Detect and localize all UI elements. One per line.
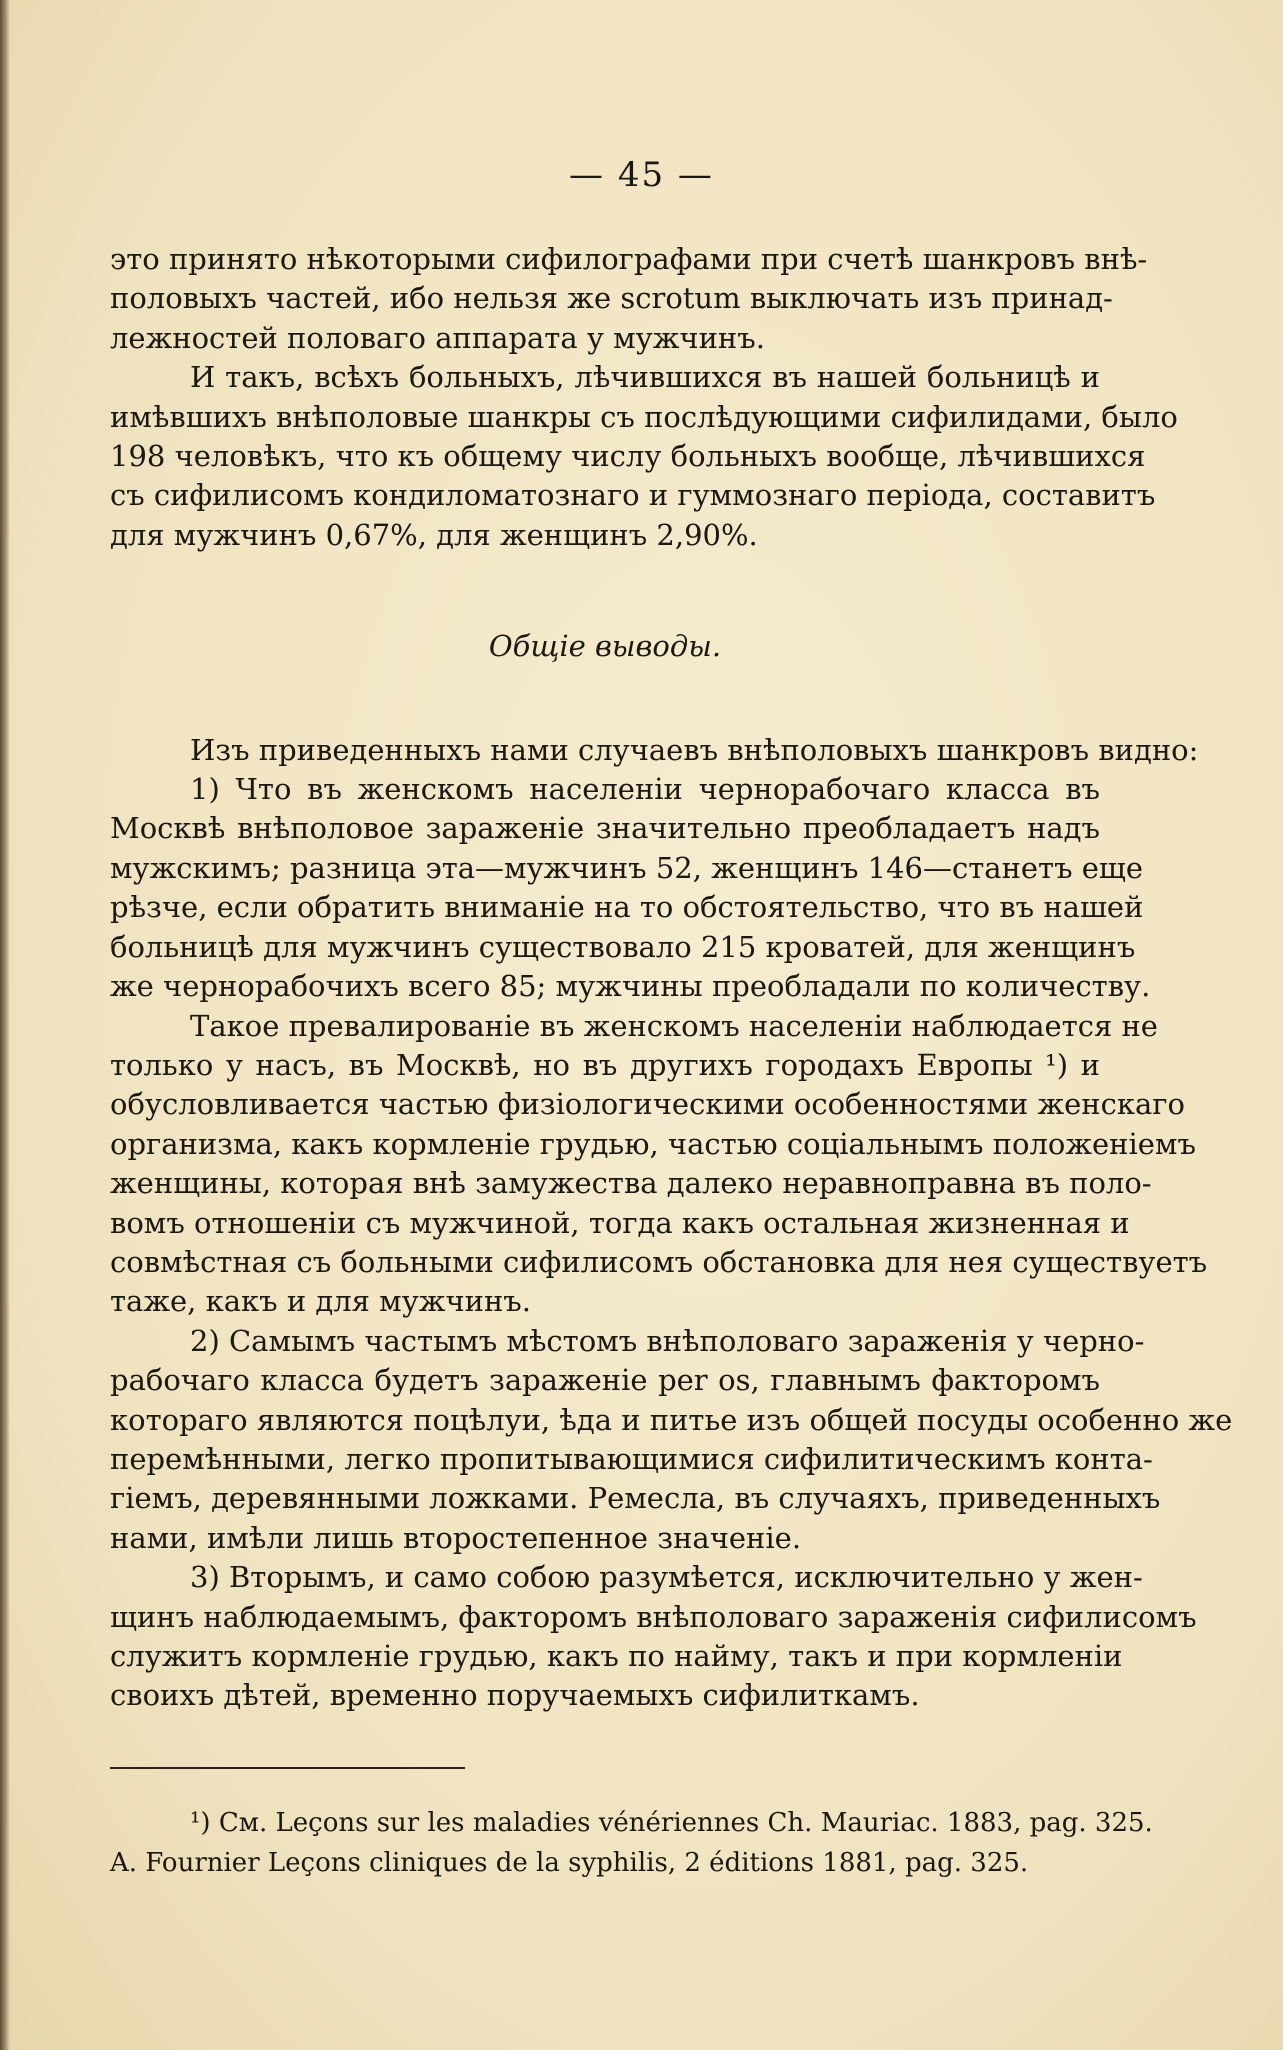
text-line: своихъ дѣтей, временно поручаемыхъ сифилиткамъ. [110,1678,920,1713]
text-line: Москвѣ внѣполовое зараженіе значительно преобладаетъ надъ [110,811,1100,846]
text-line: рѣзче, если обратить вниманіе на то обстоятельство, что въ нашей [110,890,1144,925]
text-line: имѣвшихъ внѣполовые шанкры съ послѣдующими сифилидами, было [110,399,1178,434]
conclusion-3 [110,1558,1197,1716]
main-text [110,240,1233,1716]
text-line: щинъ наблюдаемымъ, факторомъ внѣполоваго зараженія сифилисомъ [110,1599,1197,1634]
conclusion-1-continued [110,1007,1208,1322]
text-line: котораго являются поцѣлуи, ѣда и питье изъ общей посуды особенно же [110,1402,1233,1437]
text-line: Изъ приведенныхъ нами случаевъ внѣполовыхъ шанкровъ видно: [190,732,1199,767]
page-number: — 45 — [569,155,714,195]
text-line: совмѣстная съ больными сифилисомъ обстановка для нея существуетъ [110,1244,1208,1279]
paragraph-1 [110,240,1148,358]
text-line: для мужчинъ 0,67%, для женщинъ 2,90%. [110,517,758,552]
text-line: 3) Вторымъ, и само собою разумѣется, исключительно у жен- [190,1560,1143,1595]
text-line: только у насъ, въ Москвѣ, но въ другихъ городахъ Европы ¹) и [110,1047,1100,1082]
text-line: организма, какъ кормленіе грудью, частью соціальнымъ положеніемъ [110,1126,1196,1161]
conclusion-intro [110,731,1199,770]
text-line: женщины, которая внѣ замужества далеко неравноправна въ поло- [110,1166,1152,1201]
text-line: гіемъ, деревянными ложками. Ремесла, въ случаяхъ, приведенныхъ [110,1481,1161,1516]
footnote-divider [110,1767,465,1769]
text-line: 198 человѣкъ, что къ общему числу больныхъ вообще, лѣчившихся [110,439,1146,474]
text-line: больницѣ для мужчинъ существовало 215 кроватей, для женщинъ [110,929,1136,964]
text-line: Такое превалированіе въ женскомъ населеніи наблюдается не [190,1008,1158,1043]
text-line: перемѣнными, легко пропитывающимися сифилитическимъ конта- [110,1441,1153,1476]
text-line: вомъ отношеніи съ мужчиной, тогда какъ остальная жизненная и [110,1205,1130,1240]
paragraph-2 [110,358,1178,555]
text-line: обусловливается частью физіологическими особенностями женскаго [110,1087,1185,1122]
page-spine-shadow [0,0,10,2050]
footnote-line: ¹) См. Leçons sur les maladies vénériennes Ch. Mauriac. 1883, pag. 325. [190,1808,1153,1838]
text-line: И такъ, всѣхъ больныхъ, лѣчившихся въ нашей больницѣ и [190,360,1100,395]
conclusion-2 [110,1322,1233,1558]
text-line: же чернорабочихъ всего 85; мужчины преобладали по количеству. [110,969,1151,1004]
text-line: половыхъ частей, ибо нельзя же scrotum выключать изъ принад- [110,281,1113,316]
footnote-line: A. Fournier Leçons cliniques de la syphilis, 2 éditions 1881, pag. 325. [110,1848,1029,1878]
text-line: таже, какъ и для мужчинъ. [110,1284,531,1319]
conclusion-1 [110,770,1151,1006]
section-heading: Общіе выводы. [488,629,722,664]
text-line: служитъ кормленіе грудью, какъ по найму, такъ и при кормленіи [110,1639,1123,1673]
text-line: 2) Самымъ частымъ мѣстомъ внѣполоваго зараженія у черно- [190,1323,1145,1358]
text-line: лежностей половаго аппарата у мужчинъ. [110,320,765,355]
text-line: мужскимъ; разница эта—мужчинъ 52, женщинъ 146—станетъ еще [110,850,1144,885]
text-line: 1) Что въ женскомъ населеніи чернорабочаго класса въ [190,772,1100,807]
footnotes [110,1803,1153,1883]
text-line: рабочаго класса будетъ зараженіе per os, главнымъ факторомъ [110,1363,1100,1398]
text-line: нами, имѣли лишь второстепенное значеніе. [110,1520,802,1555]
text-line: съ сифилисомъ кондиломатознаго и гуммознаго періода, составитъ [110,478,1156,513]
text-line: это принято нѣкоторыми сифилографами при счетѣ шанкровъ внѣ- [110,242,1148,276]
